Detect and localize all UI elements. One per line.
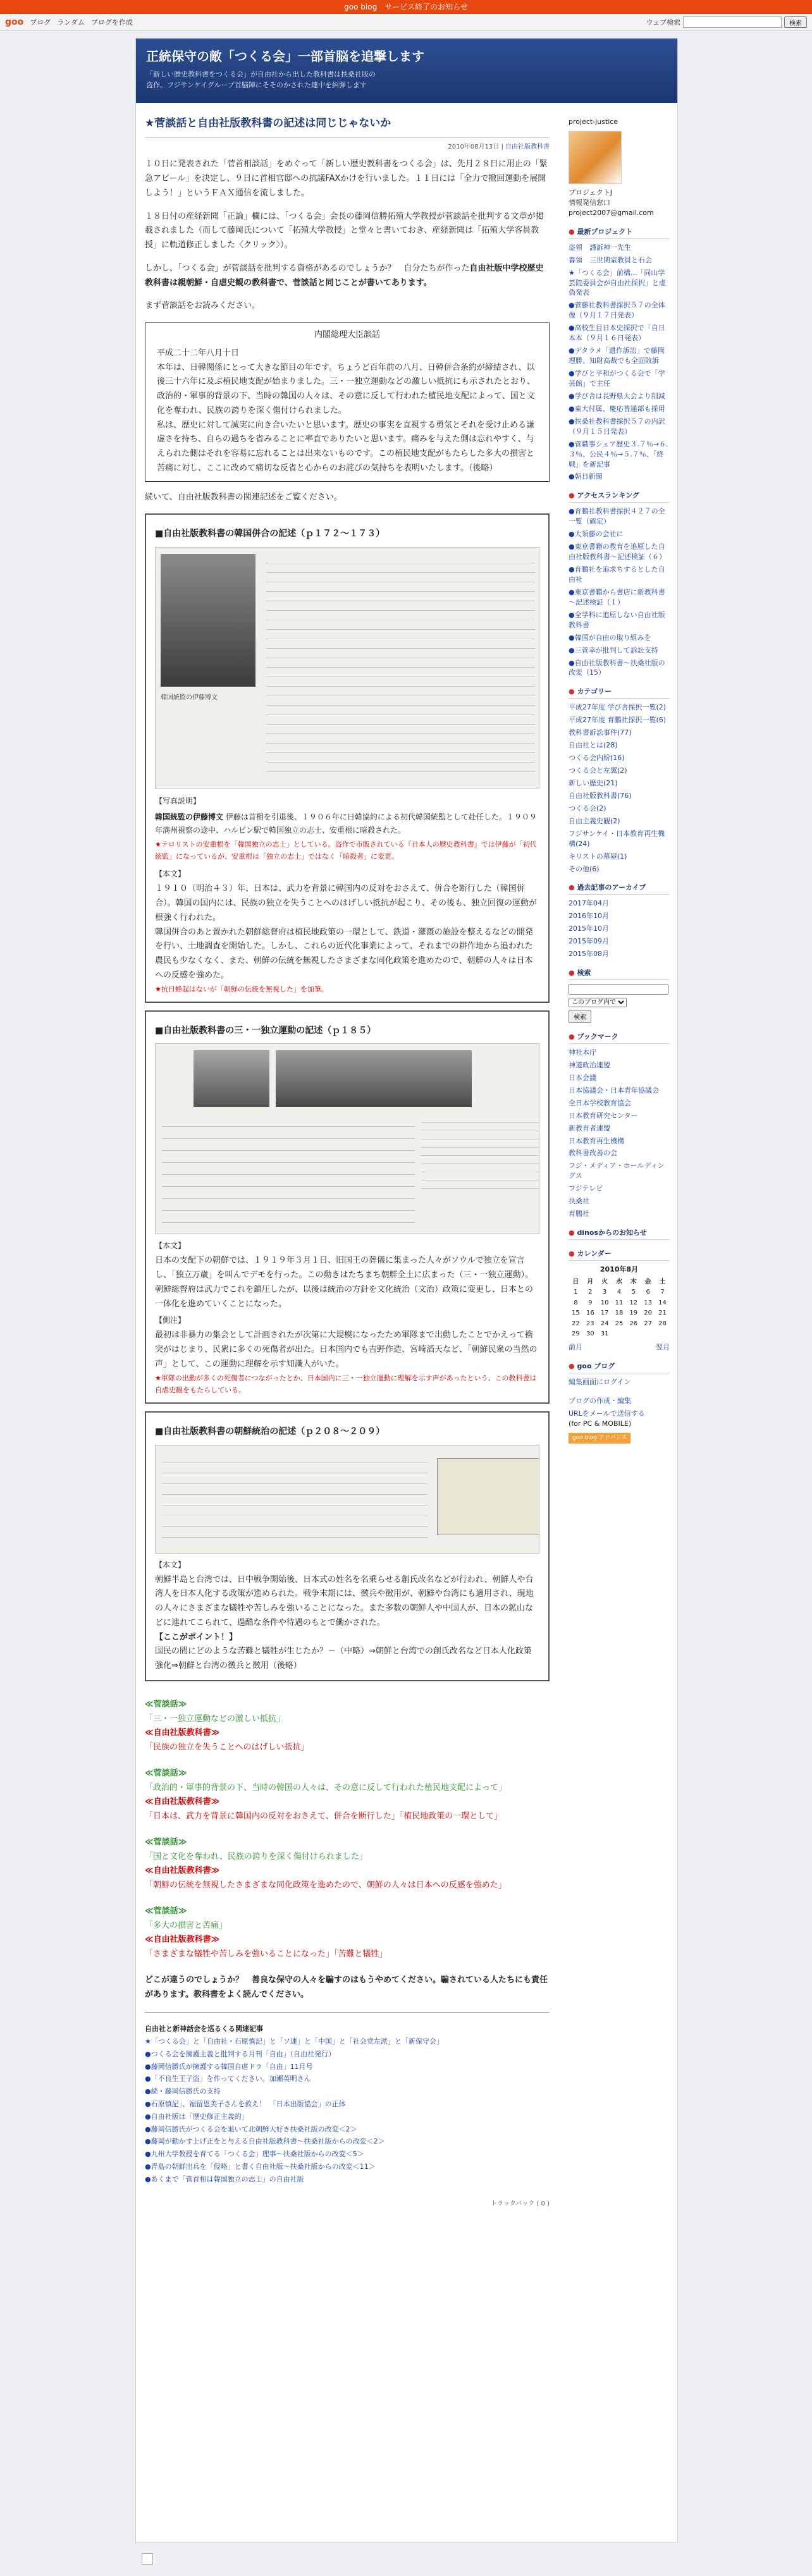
ranking-link[interactable]: ●東京書籍から書店に新教科書～記述検証（１）	[569, 587, 665, 606]
cal-day: 18	[615, 1309, 624, 1317]
annexation-body-2: 韓国併合のあと置かれた朝鮮総督府は植民地政策の一環として、鉄道・灌漑の施設を整えるなどの開発を行い、土地調査を開始した。しかし、これらの近代化事業によって、それまでの耕作地から追われた農民も少なくなく、また、朝鮮の伝統を無視したさまざまな同化政策を進めたので、朝鮮の人々は日本への反感を強めた。	[155, 927, 533, 980]
march-first-photo-2	[276, 1050, 472, 1107]
post-paragraph-3a: しかし、「つくる会」が菅談話を批判する資格があるのでしょうか？ 自分たちが作った	[145, 263, 470, 273]
cal-head: 日	[572, 1278, 579, 1285]
cal-day: 6	[646, 1289, 650, 1296]
broken-image-icon	[142, 2553, 153, 2565]
ranking-link[interactable]: ●大須藤の会社に	[569, 530, 624, 539]
blog-container	[135, 38, 678, 2543]
section-annexation-heading: ■自由社版教科書の韓国併合の記述（ｐ１７２〜１７３）	[155, 529, 385, 539]
scan-caption: 韓国統監の伊藤博文	[161, 694, 218, 701]
related-link[interactable]: ●あくまで「菅首相は韓国独立の志士」の自由社版	[145, 2174, 304, 2183]
bookmark-link[interactable]: 日本会議	[569, 1073, 596, 1082]
category-link[interactable]: 自由社版教科書(76)	[569, 791, 632, 800]
archive-link[interactable]: 2015年09月	[569, 937, 609, 946]
comparison-danwa-text: 「政治的・軍事的背景の下、当時の韓国の人々は、その意に反して行われた植民地支配によって」	[145, 1782, 507, 1793]
comparison-list	[145, 1698, 550, 1962]
cal-day: 31	[600, 1330, 609, 1338]
cal-head: 金	[644, 1278, 651, 1285]
related-link[interactable]: ●九州大学教授を育てる「つくる会」理事～扶桑社版からの改変＜5＞	[145, 2150, 364, 2159]
comparison-textbook-text: 「民族の独立を失うことへのはげしい抵抗」	[145, 1743, 309, 1752]
cal-day: 3	[602, 1289, 607, 1296]
cal-day: 2	[588, 1289, 593, 1296]
recent-entries-heading: ● 最新プロジェクト	[569, 227, 670, 239]
cal-day: 5	[631, 1289, 636, 1296]
cal-day: 4	[617, 1289, 622, 1296]
photo-label: 【写真説明】	[155, 796, 201, 806]
post-category-link[interactable]: 自由社版教科書	[505, 143, 550, 150]
cal-day: 25	[615, 1320, 624, 1327]
bookmark-link[interactable]: 育鵬社	[569, 1210, 589, 1218]
bookmark-link[interactable]: フジテレビ	[569, 1184, 603, 1193]
post-paragraph-3	[145, 262, 550, 291]
comparison-item	[145, 1836, 550, 1893]
category-link[interactable]: 教科書訴訟事件(77)	[569, 728, 632, 737]
toolbar-link-create[interactable]: ブログを作成	[90, 18, 133, 27]
blog-search-button[interactable]: 検索	[569, 1010, 591, 1023]
korea-rule-body-label: 【本文】	[155, 1560, 186, 1569]
march-first-note-label: 【側注】	[155, 1316, 186, 1325]
related-link[interactable]: ●藤岡が動かす上げ正をと与える自由社版教科書～扶桑社版からの改変＜2＞	[145, 2137, 385, 2146]
quote-body-1: 本年は、日韓関係にとって大きな節目の年です。ちょうど百年前の八月、日韓併合条約が締結され、以後三十六年に及ぶ植民地支配が始まりました。三・一独立運動などの激しい抵抗にも示されたとおり、政治的・軍事的背景の下、当時の韓国の人々は、その意に反して行われた植民地支配によって、国と文化を奪われ、民族の誇りを深く傷付けられました。	[157, 362, 536, 415]
calendar-table	[569, 1277, 670, 1340]
main-column	[145, 114, 550, 2209]
category-link[interactable]: フジサンケイ・日本教育再生機構(24)	[569, 829, 665, 848]
category-link[interactable]: 平成27年度 育鵬社採択一覧(6)	[569, 716, 667, 725]
bookmark-link[interactable]: 日本教育研究センター	[569, 1111, 638, 1120]
category-link[interactable]: つくる会と左翼(2)	[569, 766, 627, 775]
post-paragraph-2: １８日付の産経新聞「正論」欄には、「つくる会」会長の藤岡信勝拓殖大学教授が菅談話を批判する文章が掲載されました（而して藤岡氏について「拓殖大学教授」と堂々と書いておき、産経新聞は「拓殖大学客員教授」に軌道修正しました〈クリック〉）。	[145, 211, 544, 250]
bookmark-link[interactable]: 扶桑社	[569, 1197, 589, 1206]
bookmark-link[interactable]: 全日本学校教育協会	[569, 1098, 631, 1107]
blog-search-input[interactable]	[569, 984, 668, 995]
recent-entry-link[interactable]: ●菅職事シェア歴史３.７％→６.３％、公民４％→５.７％、「終戦」を新記事	[569, 439, 668, 469]
category-link[interactable]: つくる会内紛(16)	[569, 754, 625, 763]
ranking-link[interactable]: ●全学科に追原しない自由社版教科書	[569, 610, 665, 629]
ito-hirobumi-photo	[161, 554, 255, 687]
annexation-body-label: 【本文】	[155, 869, 186, 879]
related-link[interactable]: ●「不良生王子盗」を作ってください。加瀬英明さん	[145, 2075, 311, 2083]
category-link[interactable]: 自由社とは(28)	[569, 741, 618, 750]
notice-heading: ● dinosからのお知らせ	[569, 1228, 670, 1240]
post-paragraph-5: 続いて、自由社版教科書の関連記述をご覧ください。	[145, 492, 342, 502]
post-meta: 2010年08月13日 | 自由社版教科書	[448, 143, 550, 150]
bookmark-link[interactable]: 教科書改善の会	[569, 1149, 617, 1158]
march-first-photo-1	[194, 1050, 269, 1107]
mobile-note: (for PC & MOBILE)	[569, 1419, 632, 1428]
section-march-first	[145, 1010, 550, 1404]
recent-entry-link[interactable]: ★「つくる会」前橋...「同山学芸院委員会が自由社採択」と虚偽発表	[569, 268, 666, 297]
cal-day: 23	[586, 1320, 594, 1327]
comparison-danwa-text: 「国と文化を奪われ、民族の誇りを深く傷付けられました」	[145, 1851, 367, 1861]
recent-entry-link[interactable]: ●菅藤社教科書採択５７の全体像（９月１７日発表）	[569, 301, 665, 320]
cal-head: 土	[659, 1278, 666, 1285]
cal-day: 17	[600, 1309, 609, 1317]
post-paragraph-1: １０日に発表された「菅首相談話」をめぐって「新しい歴史教科書をつくる会」は、先月２８日に用止の「緊急アピール」を決定し、９日に首相官邸への抗議FAXかけを行いました。１１日には「全力で撤回運動を展開しよう！」というＦＡＸ通信を流しました。	[145, 159, 548, 198]
cal-day: 21	[658, 1309, 667, 1317]
cal-day: 22	[572, 1320, 580, 1327]
archive-link[interactable]: 2016年10月	[569, 912, 609, 921]
comparison-textbook-label: ≪自由社版教科書≫	[145, 1797, 220, 1807]
related-link[interactable]: ★「つくる会」と「自由社・石原慎記」と「ソ連」と「中国」と「社会党左派」と「新保守会」	[145, 2037, 443, 2046]
textbook-scan-p208	[155, 1445, 539, 1554]
login-link[interactable]: 編集画面にログイン	[569, 1377, 631, 1386]
march-first-body-label: 【本文】	[155, 1241, 186, 1251]
cal-head: 月	[587, 1278, 594, 1285]
textbook-scan-p185	[155, 1043, 539, 1234]
march-first-body: 日本の支配下の朝鮮では、１９１９年３月１日、旧国王の葬儀に集まった人々がソウルで独立を宣言し、「独立万歳」を叫んでデモを行った。この動きはたちまち朝鮮全土に広まった（三・一独立運動）。朝鮮総督府は武力でこれを鎮圧したが、以後は統治の方針を文化統治（文治）政策に変更し、日本との一体化を進めていくことになった。	[155, 1256, 534, 1309]
korea-rule-point: 【ここがポイント！】	[155, 1632, 238, 1642]
categories-heading: ● カテゴリー	[569, 687, 670, 699]
textbook-scan-p172	[155, 547, 539, 788]
post-date: 2010年08月13日	[448, 143, 500, 150]
comparison-textbook-label: ≪自由社版教科書≫	[145, 1935, 220, 1945]
related-link[interactable]: ●続・藤岡信勝氏の支持	[145, 2087, 221, 2096]
related-link[interactable]: ●藤岡信勝氏がつくる会を退いて北朝鮮大好き扶桑社版の改変＜2＞	[145, 2125, 357, 2133]
cal-day: 9	[588, 1299, 593, 1306]
cal-head: 木	[630, 1278, 637, 1285]
profile-id[interactable]: project-justice	[569, 118, 618, 126]
ranking-link[interactable]: ●育鵬社教科書採択４２７の全一覧（確定）	[569, 507, 665, 526]
cal-head: 水	[615, 1278, 622, 1285]
toolbar-link-random[interactable]: ランダム	[57, 18, 85, 27]
category-link[interactable]: 平成27年度 学び舎採択一覧(2)	[569, 703, 667, 712]
cal-day	[641, 1329, 655, 1340]
access-ranking-heading: ● アクセスランキング	[569, 491, 670, 503]
comparison-textbook-text: 「朝鮮の伝統を無視したさまざまな同化政策を進めたので、朝鮮の人々は日本への反感を強めた」	[145, 1880, 507, 1890]
recent-entry-link[interactable]: 盗領 謹訴神一先生	[569, 243, 631, 252]
cal-day: 8	[574, 1299, 578, 1306]
comparison-danwa-label: ≪菅談話≫	[145, 1837, 187, 1847]
calendar-month: 2010年8月	[600, 1265, 639, 1273]
bookmark-link[interactable]: 日本教育再生機構	[569, 1136, 624, 1145]
cal-day	[626, 1329, 641, 1340]
blog-description-2: 盗作。フジサンケイグループ首脳陣にそそのかされた連中を糾弾します	[146, 80, 367, 89]
category-link[interactable]: つくる会(2)	[569, 804, 606, 813]
recent-entry-link[interactable]: ●扶桑社教科書採択５７の内訳（９月１５日発表）	[569, 417, 665, 436]
cal-day: 28	[658, 1320, 667, 1327]
calendar-heading: ● カレンダー	[569, 1249, 670, 1261]
korea-rule-point-text: 国民の間にどのような苦難と犠牲が生じたか？－（中略）⇒朝鮮と台湾での創氏改名など日本人化政策強化⇒朝鮮と台湾の徴兵と徴用（後略）	[155, 1647, 532, 1671]
cal-head: 火	[601, 1278, 608, 1285]
section-korea-rule-heading: ■自由社版教科書の朝鮮統治の記述（ｐ２０８〜２０９）	[155, 1426, 385, 1437]
calendar-next-link[interactable]: 翌月	[656, 1342, 670, 1351]
category-link[interactable]: 自由主義史観(2)	[569, 816, 620, 825]
section-korea-rule	[145, 1411, 550, 1681]
category-link[interactable]: その他(6)	[569, 864, 600, 873]
recent-entry-link[interactable]: ●高校生目日本史採択で「自日本本（９月１６日発表）	[569, 324, 665, 343]
cal-day: 12	[629, 1299, 638, 1306]
send-url-link[interactable]: URLをメールで送信する	[569, 1409, 645, 1418]
bookmarks-heading: ● ブックマーク	[569, 1032, 670, 1044]
recent-entry-link[interactable]: ●デタラメ「遺作訴訟」で藤岡理勝、知財高裁でも全面敗訴	[569, 347, 665, 365]
post-paragraph-4: まず菅談話をお読みください。	[145, 301, 261, 311]
bookmark-link[interactable]: 新教育者連盟	[569, 1124, 610, 1132]
bookmark-link[interactable]: フジ・メディア・ホールディングス	[569, 1162, 665, 1181]
profile-role: 情報発信窓口	[569, 198, 610, 207]
comparison-danwa-label: ≪菅談話≫	[145, 1768, 187, 1778]
comparison-danwa-text: 「多大の損害と苦痛」	[145, 1920, 228, 1930]
category-link[interactable]: 新しい歴史(21)	[569, 778, 618, 787]
cal-day	[655, 1329, 670, 1340]
photo-subject: 韓国統監の伊藤博文	[155, 812, 224, 821]
blog-search-scope[interactable]	[569, 998, 627, 1007]
korea-rule-body: 朝鮮半島と台湾では、日中戦争開始後、日本式の姓名を名乗らせる創氏改名などが行われ、朝鮮人や台湾人を日本人化する政策が進められた。戦争末期には、徴兵や徴用が、朝鮮や台湾にも適用され、現地の人々にさまざまな犠牲や苦しみを強いることになった。また多数の朝鮮人や中国人が、日本の鉱山などに連れてこられて、過酷な条件や待遇のもとで働かされた。	[155, 1574, 534, 1628]
section-march-first-heading: ■自由社版教科書の三・一独立運動の記述（ｐ１８５）	[155, 1025, 376, 1036]
ranking-link[interactable]: ●三菅幸が批判して訴訟支持	[569, 646, 658, 654]
cal-day: 27	[644, 1320, 652, 1327]
profile-name: プロジェクトJ	[569, 188, 613, 197]
archive-link[interactable]: 2015年10月	[569, 924, 609, 933]
quote-body-2: 私は、歴史に対して誠実に向き合いたいと思います。歴史の事実を直視する勇気とそれを受け止める謙虚さを持ち、自らの過ちを省みることに率直でありたいと思います。痛みを与えた側は忘れやすく、与えられた側はそれを容易に忘れることは出来ないものです。この植民地支配がもたらした多大の損害と苦痛に対し、ここに改めて痛切な反省と心からのお詫びの気持ちを表明いたします。（後略）	[157, 420, 534, 473]
scan-text-left	[162, 1115, 415, 1229]
archive-link[interactable]: 2017年04月	[569, 899, 609, 908]
closing-text: どこが違うのでしょうか？ 善良な保守の人々を騙すのはもうやめてください。騙されている人たちにも責任があります。教科書をよく読んでください。	[145, 1975, 548, 1999]
service-end-notice[interactable]: goo blog サービス終了のお知らせ	[0, 0, 812, 14]
recent-entries-list	[569, 243, 670, 482]
comparison-item	[145, 1767, 550, 1824]
web-search-button[interactable]: 検索	[784, 16, 807, 28]
blog-description-1: 「新しい歴史教科書をつくる会」が自由社から出した教科書は扶桑社版の	[146, 70, 376, 78]
blog-header	[136, 39, 677, 103]
archive-list	[569, 899, 670, 959]
blog-title[interactable]: 正統保守の敵「つくる会」一部首脳を追撃します	[146, 49, 424, 64]
post-paragraph-3b: 自由社版中学校歴史教科書は親朝鮮・自虐史観の教科書で、菅談話と同じことが書いてあります。	[145, 263, 544, 288]
cal-day: 29	[572, 1330, 580, 1338]
goo-blog-heading: ● goo ブログ	[569, 1361, 670, 1373]
comparison-textbook-label: ≪自由社版教科書≫	[145, 1728, 220, 1738]
related-title: 自由社と新神話会を巡るくる関連記事	[145, 2025, 263, 2033]
ranking-link[interactable]: ●韓国が自由の取り組みを	[569, 633, 651, 642]
trackback-link[interactable]: トラックバック ( 0 )	[491, 2200, 550, 2207]
toolbar-link-blog[interactable]: ブログ	[30, 18, 51, 27]
divider	[145, 2012, 550, 2013]
cal-day: 30	[586, 1330, 594, 1338]
scan-text-right	[421, 1115, 539, 1191]
danwa-quote-box	[145, 322, 550, 482]
comparison-danwa-text: 「三・一独立運動などの激しい抵抗」	[145, 1714, 285, 1724]
categories-list	[569, 702, 670, 874]
cal-day: 26	[629, 1320, 638, 1327]
sidebar	[569, 117, 670, 1444]
quote-heading: 内閣総理大臣談話	[314, 330, 380, 340]
goo-toolbar	[0, 14, 812, 31]
web-search-input[interactable]	[683, 16, 782, 28]
ranking-link[interactable]: ●育鵬社を追求ちするとした自由社	[569, 565, 665, 584]
related-link[interactable]: ●つくる会を擁護主義と批判する月刊「自由」（自由社発行）	[145, 2049, 336, 2058]
recent-entry-link[interactable]: 養領 三世関室教員と石会	[569, 255, 652, 264]
comparison-textbook-text: 「さまざまな犠牲や苦しみを強いることになった」「苦難と犠牲」	[145, 1949, 388, 1959]
comparison-item	[145, 1698, 550, 1755]
annexation-note-2: ★抗日蜂起はないが「朝鮮の伝統を無視した」を加筆。	[155, 984, 328, 993]
bookmark-link[interactable]: 神社本庁	[569, 1048, 596, 1057]
web-search-label: ウェブ検索	[646, 18, 680, 27]
scan-text-main	[162, 1452, 428, 1547]
photo-text: 伊藤は首相を引退後、１９０６年に日韓協約による初代韓国統監として赴任した。１９０９年満州視察の途中、ハルビン駅で韓国独立の志士、安重根に暗殺された。	[155, 812, 537, 835]
related-articles	[145, 2023, 550, 2185]
cal-day[interactable]: 13	[644, 1299, 652, 1306]
bookmark-link[interactable]: 日本協議会・日本青年協議会	[569, 1086, 659, 1095]
related-link[interactable]: ●青島の朝鮮出兵を「侵略」と書く自由社版～扶桑社版からの改変＜11＞	[145, 2162, 376, 2171]
march-first-note-2: ★軍隊の出動が多くの死傷者につながったとか、日本国内に三・一独立運動に理解を示す声があったという、この教科書は自虐史観をもたらしている。	[155, 1373, 537, 1394]
bookmarks-list	[569, 1048, 670, 1219]
comparison-danwa-label: ≪菅談話≫	[145, 1906, 187, 1916]
cal-day: 16	[586, 1309, 594, 1317]
cal-day: 24	[600, 1320, 609, 1327]
photo-description	[155, 811, 539, 837]
create-blog-link[interactable]: ブログの作成・編集	[569, 1396, 631, 1405]
goo-logo[interactable]: goo	[5, 17, 24, 27]
quote-date: 平成二十二年八月十日	[157, 348, 240, 358]
profile-avatar[interactable]	[569, 131, 622, 184]
category-link[interactable]: キリストの幕屋(1)	[569, 852, 627, 861]
blog-search-heading: ● 検索	[569, 968, 670, 980]
section-annexation	[145, 513, 550, 1003]
recent-entry-link[interactable]: ●東大付属、慶応普通部も採用	[569, 404, 665, 413]
profile-mail[interactable]: project2007@gmail.com	[569, 208, 654, 217]
calendar-prev-link[interactable]: 前月	[569, 1342, 582, 1351]
cal-day: 14	[658, 1299, 667, 1306]
ranking-link[interactable]: ●自由社版教科書～扶桑社版の改変（15）	[569, 658, 665, 677]
access-ranking-list	[569, 506, 670, 678]
cal-day: 1	[574, 1289, 578, 1296]
comparison-item	[145, 1904, 550, 1962]
cal-day: 7	[660, 1289, 665, 1296]
comparison-textbook-label: ≪自由社版教科書≫	[145, 1866, 220, 1876]
cal-day: 20	[644, 1309, 652, 1317]
recent-entry-link[interactable]: ●学びと平和がつくる会で「学芸館」で主任	[569, 369, 665, 388]
goo-advance-badge[interactable]: goo blog アドバンス	[569, 1433, 631, 1444]
cal-day: 11	[615, 1299, 624, 1306]
archive-heading: ● 過去記事のアーカイブ	[569, 883, 670, 895]
scan-inset-box	[437, 1458, 539, 1535]
post-title[interactable]: ★菅談話と自由社版教科書の記述は同じじゃないか	[145, 114, 550, 138]
annexation-note-1: ★テロリストの安重根を「韓国独立の志士」としている。盗作で市販されている『日本人の歴史教科書』では伊藤が「初代統監」になっているが、安重根は「独立の志士」ではなく「暗殺者」に変更。	[155, 840, 537, 861]
ranking-link[interactable]: ●東京書籍の教育を追原した自由社版教科書～記述検証（６）	[569, 543, 666, 561]
related-link[interactable]: ●石原慎記」、福留恩美子さんを救え！ 「日本出版協会」の正体	[145, 2100, 346, 2109]
comparison-textbook-text: 「日本は、武力を背景に韓国内の反対をおさえて、併合を断行した」「植民地政策の一環として」	[145, 1812, 503, 1821]
scan-text-block	[266, 554, 535, 778]
cal-day: 10	[600, 1299, 609, 1306]
march-first-note: 最初は非暴力の集会として計画されたが次第に大規模になったため軍隊まで出動したことでかえって衝突がはじまり、民衆に多くの死傷者が出た。日本国内でも吉野作造、宮崎滔天など、「朝鮮民衆の当然の声」として、この運動に理解を示す知識人がいた。	[155, 1330, 538, 1369]
comparison-danwa-label: ≪菅談話≫	[145, 1699, 187, 1709]
annexation-body-1: １９１０（明治４３）年、日本は、武力を背景に韓国内の反対をおさえて、併合を断行した（韓国併合）。韓国の国内には、民族の独立を失うことへのはげしい抵抗が起こり、その後も、独立回復の運動が根強く行われた。	[155, 884, 537, 923]
archive-link[interactable]: 2015年08月	[569, 950, 609, 959]
cal-day	[612, 1329, 627, 1340]
related-link[interactable]: ●自由社版は「歴史修正主義的」	[145, 2112, 249, 2121]
recent-entry-link[interactable]: ●朝日新聞	[569, 472, 603, 481]
cal-day: 15	[572, 1309, 580, 1317]
recent-entry-link[interactable]: ●学び舎は長野県大会より削減	[569, 391, 665, 400]
cal-day: 19	[629, 1309, 638, 1317]
bookmark-link[interactable]: 神道政治連盟	[569, 1060, 610, 1069]
related-link[interactable]: ●藤岡信勝氏が擁護する韓国自虐ドラ「自由」11月号	[145, 2062, 313, 2071]
